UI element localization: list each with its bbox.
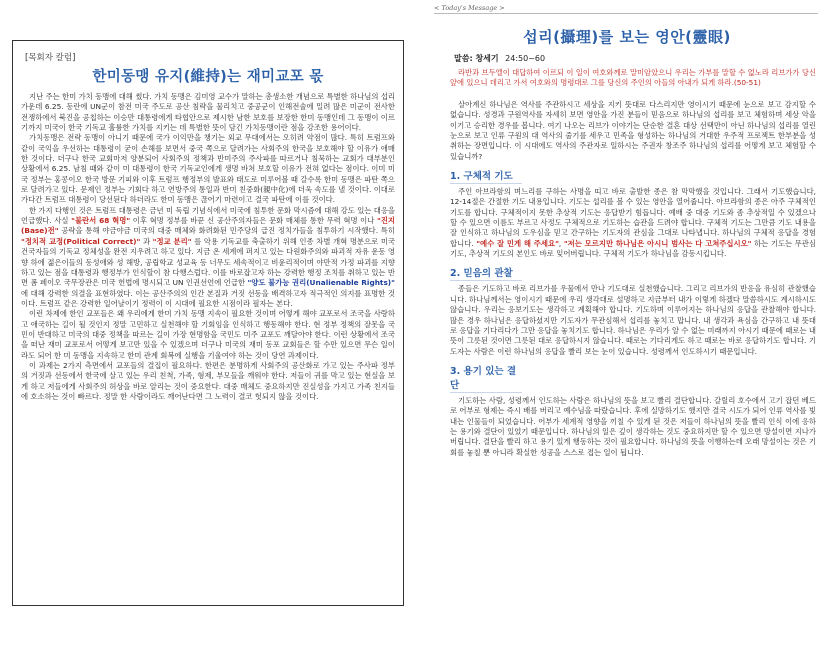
highlighted-phrase: "저는 모르지만 하나님은 아시니 범사는 다 고쳐주십시오" xyxy=(563,238,752,248)
right-page xyxy=(418,0,835,645)
section-heading: 2. 믿음의 관찰 xyxy=(450,265,522,281)
paragraph-text: 기도하는 사람, 성령께서 인도하는 사람은 하나님의 뜻을 보고 빨리 결단합니다. 갈릴리 호수에서 고기 잡던 베드로 어부로 형제는 즉시 배를 버리고 예수님을 따랐습니다. 후에 실망하기도 했지만 결국 시도가 되어 인류 역사를 빛내는 인물들이 되었습니다. 어부가 세계적 영향을 끼칠 수 있게 된 것은 저들이 하나님의 뜻을 빨리 인식 이에 응하는 용기와 결단이 있었기 때문입니다. 하나님의 일은 깊이 생각하는 것도 중요하지만 할 수 있으면 망설이면 지나가버립니다. 결단을 빨리 하고 용기 있게 행동하는 것이 필요합니다. 하나님의 뜻을 이행하는데 오래 망설이는 것은 기회를 놓칠 뿐 아니라 확실한 성공을 스스로 접는 일이 됩니다. xyxy=(450,395,816,457)
scripture-label: 말씀: 창세기 xyxy=(454,54,499,63)
section-paragraph xyxy=(450,284,816,356)
paragraph-text: 과 xyxy=(140,236,153,246)
column-paragraph xyxy=(21,133,395,205)
highlighted-phrase: "정치적 교정(Political Correct)" xyxy=(21,236,141,246)
paragraph-text: 이런 차제에 한인 교포들은 왜 우리에게 한미 가치 동맹 지속이 필요한 것이며 어떻게 해야 교포로서 조국을 사랑하고 애국하는 길이 될 것인지 정말 고민하고 실천해야 할 기회임을 인식하고 행동해야 한다. 현 정부 정책의 잘못을 국민이 반대하고 미국의 대중 정책을 따르는 길이 가장 현명함을 국민도 미주 교포도 깨달아야 한다. 이런 상황에서 조국을 떠난 재미 교포로서 어떻게 보고만 있을 수 있겠으며 더구나 미국의 재미 동포 교회들은 할 수만 있으면 무슨 일이라도 되어 한 미 동맹을 지속하고 한미 관계 회복에 실행을 기울여야 하는 것이 당연 과제이다. xyxy=(21,309,395,360)
column-paragraph xyxy=(21,361,395,402)
paragraph-text: 이후 혁명 정부를 바꾼 신 공산주의자들은 문화 매체를 통한 무력 혁명 이나 xyxy=(130,216,377,226)
paragraph-text: , xyxy=(558,238,564,248)
column-paragraph xyxy=(21,206,395,309)
paragraph-text: 지난 주는 한미 가치 동맹에 대해 썼다. 가치 동맹은 김미영 교수가 말하는 총생소한 개념으로 특별한 하나님의 섭리 가운데 6.25. 동란에 UN군이 참전 미국 주도로 공산 침략을 물리치고 중공군이 인해전술에 밀려 많은 미군이 전사한 전쟁하에서 북진을 공칩하는 이승만 대통령에게 타협안으로 제시한 남한 보호를 보장한 한미 동맹인데 그 동맹이 이르기까지 미국이 한국 기독교 훌륭한 가치를 지키는 데 특별한 뜻이 담긴 가치동맹이란 점을 강조한 용어이다. xyxy=(21,92,396,133)
scripture-quote: 라반과 브두엘이 대답하여 이르되 이 일이 여호와께로 말미암았으니 우리는 가부를 말할 수 없노라 리브가가 당신 앞에 있으니 데리고 가서 여호와의 명령대로 그를 당신의 주인의 아들의 아내가 되게 하라.(50-51) xyxy=(450,68,816,88)
column-paragraph xyxy=(21,309,395,361)
paragraph-text: 가치동맹은 전략 동맹이 아니기 때문에 국가 이익만을 챙기는 외교 무대에서는 오히려 약점이 많다. 특히 트럼프와 같이 국익을 우선하는 대통령이 굳이 손해를 보면서 중국 쪽으로 달려가는 사회주의 한국을 보호해야 할 이유가 애매한 것이다. 더구나 한국 교회마저 양분되어 사회주의 정책과 반미주의 주사파를 따르거나 침묵하는 교회가 대부분인 상황에서 6.25. 남침 때와 같이 미 대통령이 한국 기독교인에게 생명 바쳐 보호할 이유가 전혀 없다는 점이다. 이미 미국 정부는 홍콩이오 한국 방문 기피와 이후 트럼프 행정부의 발표와 태도로 미루어볼 때 갈수록 한미 동맹은 파탄 쪽으로 달려가고 있다. 문제인 정부는 기회다 하고 연방주의 통일과 반미 친중화(親中化)에 더욱 속도를 낼 것이다. 이대로 가다간 트럼프 대통령이 당선된다 하더라도 한미 동맹은 끊어기 마련이고 결국 파탄에 이를 것이다. xyxy=(21,133,395,205)
column-paragraph xyxy=(21,92,395,133)
highlighted-phrase: "진지(Base)전" xyxy=(21,216,396,236)
header-divider xyxy=(434,13,818,14)
highlighted-phrase: "예수 잘 민게 해 주세요" xyxy=(476,238,559,248)
paragraph-text: 종들은 기도하고 바로 리브가를 우물에서 만나 기도대로 실천했습니다. 그리고 리브가의 반응을 유심히 관찰했습니다. 하나님께서는 영이시기 때문에 우리 생각대로 설명하고 지금부터 내가 이렇게 하겠다 말씀하시도 계시하시도 않습니다. 우리는 응보기도는 생각하고 계획해야 합니다. 기도하며 이루어지는 하나님의 응답을 관찰해야 합니다. 많은 경우 하나님은 응답하셨지만 기도자가 무관심해서 섭리를 놓치고 맙니다. 내 생각과 욕심을 간구하고 내 뜻대로 응답을 기다리다가 그만 응답을 놓치기도 합니다. 하나님은 우리가 알 수 없는 미래까지 아시기 때문에 때로는 내 뜻이 그릇된 것이면 그릇된 대로 응답하시지 않습니다. 때로는 기다리게도 하고 때로는 바로 응답하기도 합니다. 기도자는 사람은 이런 하나님의 응답을 빨리 보는 눈이 있습니다. 성령께서 인도하시기 때문입니다. xyxy=(450,284,816,356)
paragraph-text: 주인 아브라함의 며느리를 구하는 사명을 띠고 바로 출발한 종은 참 막막했을 것입니다. 그래서 기도했습니다, 12-14절은 간절한 기도 내용입니다. 기도는 섭리를 볼 수 있는 영안을 열어줍니다. 아브라함의 종은 아주 구체적인 기도를 합니다. 구체적이지 못한 추상적 기도는 응답받기 힘듭니다. 예배 중 대중 기도와 좀 추상적일 수 있겠으나 할 수 있으면 이름도 부르고 사정도 구체적으로 기도하는 습관을 드려야 합니다. 구체적 기도는 그만큼 기도 내용을 잘 인식하고 하나님의 도우심을 믿고 간구하는 기도자의 관심을 그대로 나타냅니다. 하나님의 구체적 응답을 경험합니다. xyxy=(450,187,816,248)
paragraph-text: 에 대해 강력한 의결을 표현하였다. 이는 공산주의의 인간 본질과 거짓 선동을 배격하고자 적극적인 의지를 표명한 것이다. 트럼프 같은 강력한 일어날이기 정력이 이 시대에 필요한 시점이라 필자는 본다. xyxy=(21,288,395,308)
column-body xyxy=(21,92,395,402)
section-heading: 1. 구체적 기도 xyxy=(450,168,522,184)
pastor-column-box xyxy=(12,40,404,606)
column-label: [목회자 칼럼] xyxy=(25,53,76,63)
highlighted-phrase: "정교 분리" xyxy=(152,236,192,246)
highlighted-phrase: "양도 불가능 권리(Unalienable Rights)" xyxy=(247,278,395,288)
sermon-intro: 살아계신 하나님은 역사를 주관하시고 세상을 지키 뜻대로 다스리지만 영이시기 때문에 눈으로 보고 감지할 수 없습니다. 성경과 구원역사를 자세히 보면 영안을 가진 분들이 믿음으로 하나님의 섭리를 보고 체험하며 세상 악을 이기고 승리한 경우를 봅니다. 여기 나오는 리브가 이야기는 단순한 결혼 대상 선택만이 아닌 하나님의 섭리를 열린 눈으로 보고 인류 구원의 대 역사의 줄기를 세우고 민족을 형성하는 하나님의 거대한 우주적 프로젝트 한부분을 성취하는 장면입니다. 이 시대에도 역사의 주관자로 일하시는 주권자 창조주 하나님의 섭리를 어떻게 보고 체험할 수 있습니까? xyxy=(450,100,816,161)
highlighted-phrase: "불란서 68 혁명" xyxy=(71,216,131,226)
column-title: 한미동맹 유지(維持)는 재미교포 몫 xyxy=(92,69,324,85)
paragraph-text: 이 과제는 2가지 측면에서 교포들의 결집이 필요하다. 한편은 분명하게 사회주의 공산화로 가고 있는 주사파 정부의 거짓과 선동에서 한국에 살고 있는 우리 친척, 가족, 형제, 부모들을 깨워야 한다. 저들이 귀를 막고 있는 현실을 보게 하고 저들에게 사회주의 허상을 바로 알리는 것이 중요한다. 대중 매체도 중요하지만 진실성을 가지고 가족 친지들에 호소하는 것이 빠르다. 정말 한 사람이라도 깨어난다면 그 노력이 결코 헛되지 않을 것이다. xyxy=(21,360,395,401)
paragraph-text: 하는 기도는 무관심 기도, 추상적 기도의 본인도 바로 잊어버립니다. 구체적 기도가 하나님을 감동시킵니다. xyxy=(450,238,816,259)
scripture-reference xyxy=(454,53,545,64)
paragraph-text: 를 악용 기독교를 축출하기 위해 인종 차별 개혁 명분으로 미국 건국자들의 기독교 정체성을 완전 지우려고 하고 있다. 지금 온 세계에 퍼지고 있는 다원화주의와 파괴적 자유 운동 영향 하에 젊은이들의 동성애와 성 해방, 공립학교 성교육 등 너무도 세속적이고 비윤리적이며 야만적 가정 파괴를 지향하고 있는 점을 대통령과 행정부가 인식할이 참 다행스럽다. 이를 바로잡고자 하는 강력한 행정 조치를 취하고 있는 반면 폼 페이오 국무장관은 미국 헌법에 명시되고 UN 인권선언에 언급한 xyxy=(21,236,396,288)
sermon-body xyxy=(450,100,816,640)
section-paragraph xyxy=(450,187,816,259)
paragraph-text: 공략을 통해 야금야금 미국의 대중 매체와 화려화된 민주당의 급진 정치가들을 침투하기 시작했다. 특히 xyxy=(58,226,395,236)
paragraph-text: 한 가지 다행인 것은 트럼프 대통령은 금년 미 독립 기념식에서 미국에 침투한 문화 막시즘에 대해 강도 있는 대응을 언급했다. 사실 xyxy=(21,205,396,226)
section-heading: 3. 용기 있는 결단 xyxy=(450,363,522,393)
sermon-title: 섭리(攝理)를 보는 영안(靈眼) xyxy=(523,28,731,46)
scripture-verse: 24:50~60 xyxy=(505,54,546,63)
section-paragraph xyxy=(450,396,816,458)
todays-message-header: < Today's Message > xyxy=(434,4,505,12)
